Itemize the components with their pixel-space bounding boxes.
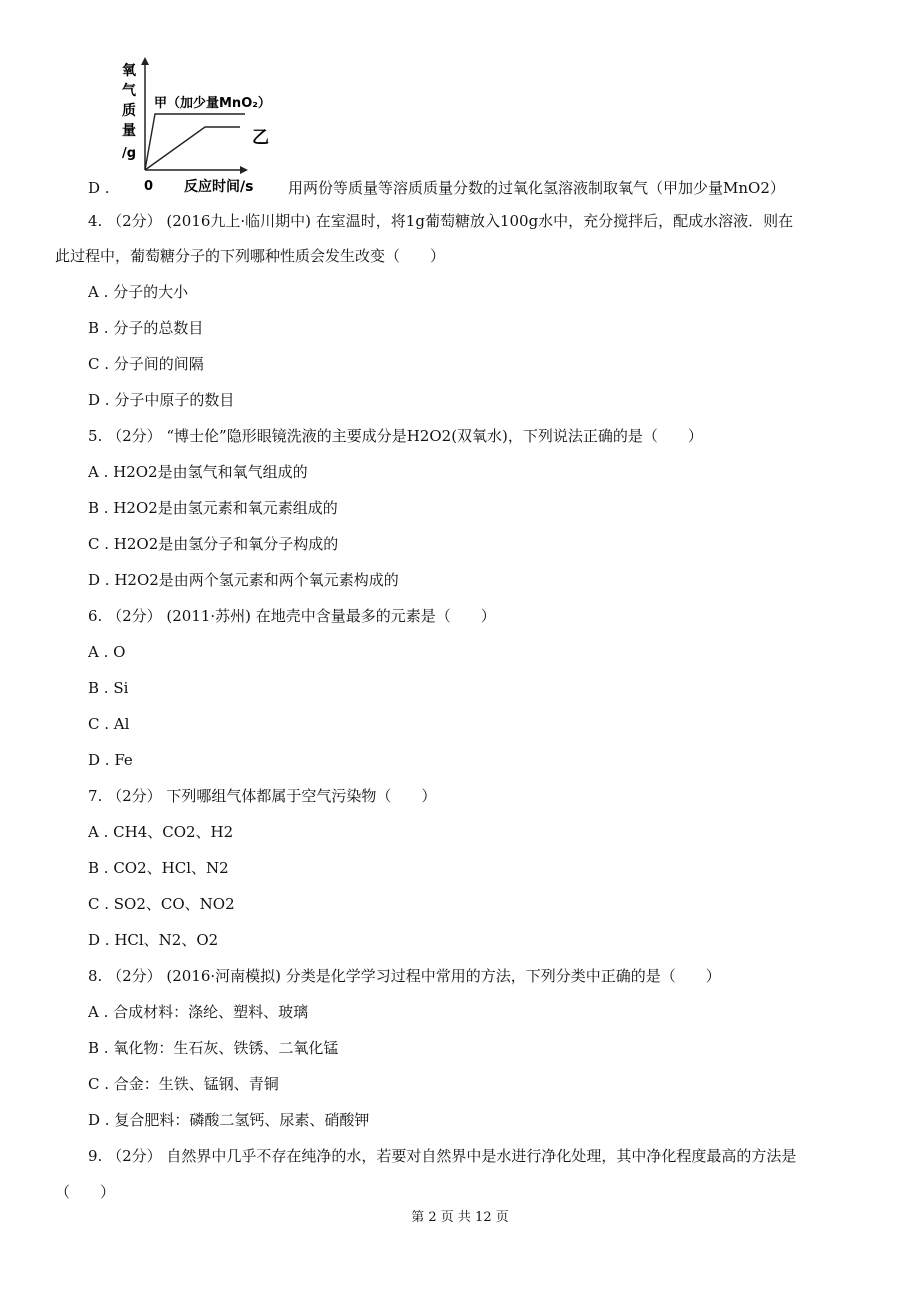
- y-axis-label-char: 气: [122, 83, 136, 99]
- question-8-option-a: A . 合成材料：涤纶、塑料、玻璃: [88, 1003, 309, 1021]
- question-8-option-b: B . 氧化物：生石灰、铁锈、二氧化锰: [88, 1039, 339, 1057]
- series-yi-label: 乙: [252, 128, 269, 148]
- y-axis-label-char: 量: [122, 123, 136, 139]
- question-8-stem: 8. （2分） (2016·河南模拟) 分类是化学学习过程中常用的方法，下列分类中正确的是（ ）: [88, 967, 721, 985]
- question-4-stem: 4. （2分） (2016九上·临川期中) 在室温时，将1g葡萄糖放入100g水中，充分搅拌后，配成水溶液．则在: [88, 212, 794, 230]
- question-4-option-b: B . 分子的总数目: [88, 319, 204, 337]
- question-5-option-a: A . H2O2是由氢气和氧气组成的: [88, 463, 308, 481]
- question-9-stem-cont: （ ）: [55, 1183, 116, 1201]
- question-8-option-d: D . 复合肥料：磷酸二氢钙、尿素、硝酸钾: [88, 1111, 370, 1129]
- x-axis-arrow: [240, 166, 248, 174]
- y-axis-label-char: 氧: [122, 63, 136, 79]
- question-4-option-a: A . 分子的大小: [88, 283, 189, 301]
- page-footer: 第 2 页 共 12 页: [411, 1210, 509, 1225]
- question-6-option-b: B . Si: [88, 679, 129, 697]
- x-axis-label: 反应时间/s: [184, 179, 254, 195]
- curve-jia: [145, 114, 245, 170]
- question-4-option-d: D . 分子中原子的数目: [88, 391, 235, 409]
- question-4-option-c: C . 分子间的间隔: [88, 355, 204, 373]
- question-5-option-c: C . H2O2是由氢分子和氧分子构成的: [88, 535, 339, 553]
- question-4-stem-cont: 此过程中，葡萄糖分子的下列哪种性质会发生改变（ ）: [55, 247, 446, 265]
- curve-yi: [145, 127, 240, 170]
- y-axis-label-char: 质: [122, 103, 136, 119]
- question-7-option-c: C . SO2、CO、NO2: [88, 895, 235, 913]
- question-5-stem: 5. （2分） “博士伦”隐形眼镜洗液的主要成分是H2O2(双氧水)，下列说法正确的是（ ）: [88, 427, 703, 445]
- question-5-option-b: B . H2O2是由氢元素和氧元素组成的: [88, 499, 338, 517]
- question-6-option-c: C . Al: [88, 715, 130, 733]
- question-8-option-c: C . 合金：生铁、锰钢、青铜: [88, 1075, 279, 1093]
- origin-label: 0: [144, 179, 154, 194]
- q3-option-d-letter: D .: [88, 179, 110, 197]
- q3-option-d-text: 用两份等质量等溶质质量分数的过氧化氢溶液制取氧气（甲加少量MnO2）: [288, 179, 785, 197]
- question-7-option-d: D . HCl、N2、O2: [88, 931, 219, 949]
- question-7-stem: 7. （2分） 下列哪组气体都属于空气污染物（ ）: [88, 787, 437, 805]
- question-9-stem: 9. （2分） 自然界中几乎不存在纯净的水，若要对自然界中是水进行净化处理，其中净化程度最高的方法是: [88, 1147, 797, 1165]
- oxygen-mass-graph: [110, 55, 310, 195]
- question-6-option-a: A . O: [88, 643, 126, 661]
- y-axis-arrow: [141, 57, 149, 65]
- question-5-option-d: D . H2O2是由两个氢元素和两个氧元素构成的: [88, 571, 399, 589]
- question-6-stem: 6. （2分） (2011·苏州) 在地壳中含量最多的元素是（ ）: [88, 607, 496, 625]
- question-7-option-a: A . CH4、CO2、H2: [88, 823, 234, 841]
- series-jia-label: 甲（加少量MnO₂）: [154, 96, 271, 111]
- y-axis-label-char: /g: [122, 146, 137, 161]
- question-6-option-d: D . Fe: [88, 751, 133, 769]
- question-7-option-b: B . CO2、HCl、N2: [88, 859, 229, 877]
